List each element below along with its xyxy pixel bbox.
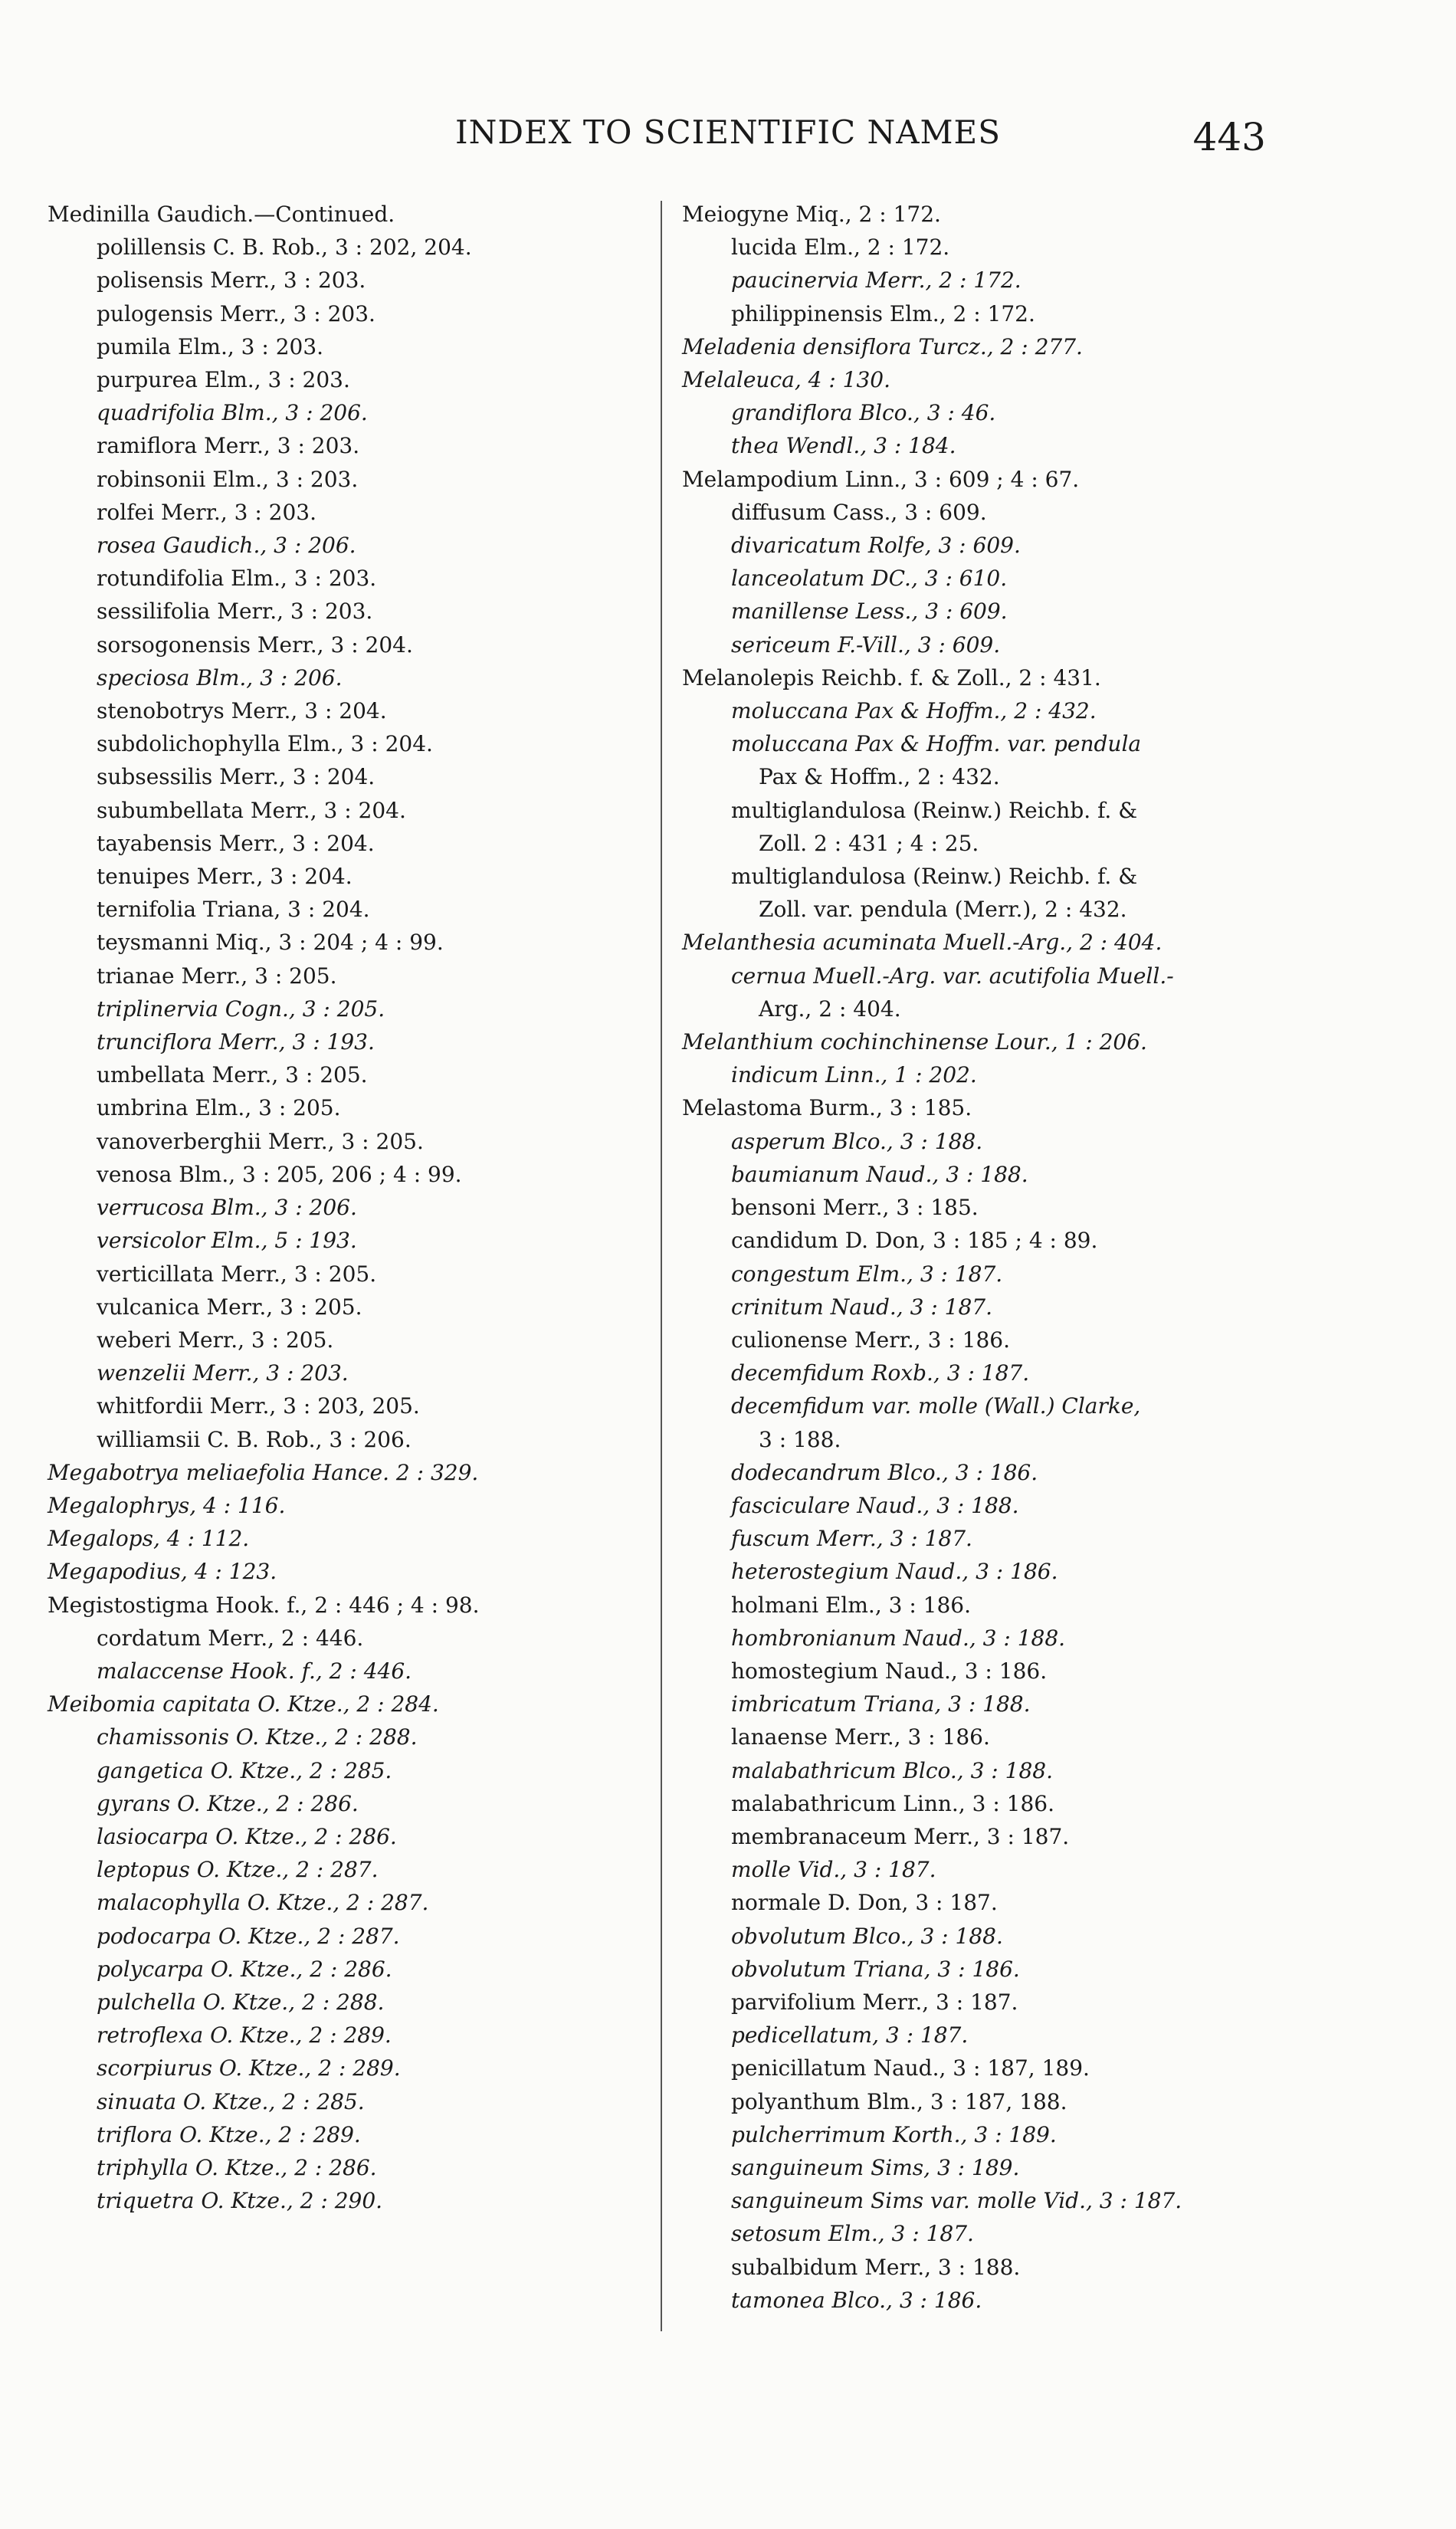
index-subentry: imbricatum Triana, 3 : 188. xyxy=(731,1691,1031,1717)
index-subentry: umbellata Merr., 3 : 205. xyxy=(97,1062,368,1088)
index-subentry: malaccense Hook. f., 2 : 446. xyxy=(97,1658,412,1684)
index-entry: Meladenia densiflora Turcz., 2 : 277. xyxy=(682,333,1083,359)
index-subentry: moluccana Pax & Hoffm. var. pendula xyxy=(731,731,1142,757)
index-subentry: podocarpa O. Ktze., 2 : 287. xyxy=(97,1923,400,1949)
index-subentry: subdolichophylla Elm., 3 : 204. xyxy=(97,731,433,757)
index-subentry: malabathricum Linn., 3 : 186. xyxy=(731,1790,1055,1816)
index-subentry: versicolor Elm., 5 : 193. xyxy=(97,1228,357,1254)
index-subentry: paucinervia Merr., 2 : 172. xyxy=(731,267,1021,294)
index-entry: Melanthium cochinchinense Lour., 1 : 206. xyxy=(682,1029,1147,1055)
index-subentry: pulogensis Merr., 3 : 203. xyxy=(97,300,375,326)
index-entry: Melanthesia acuminata Muell.-Arg., 2 : 404. xyxy=(682,930,1163,956)
index-subentry: molle Vid., 3 : 187. xyxy=(731,1857,936,1883)
index-subentry: chamissonis O. Ktze., 2 : 288. xyxy=(97,1724,418,1750)
index-subentry: cernua Muell.-Arg. var. acutifolia Muell.- xyxy=(731,963,1174,989)
index-subentry: thea Wendl., 3 : 184. xyxy=(731,433,956,459)
index-subentry: baumianum Naud., 3 : 188. xyxy=(731,1161,1028,1187)
index-subentry: triphylla O. Ktze., 2 : 286. xyxy=(97,2154,377,2180)
index-subentry: triflora O. Ktze., 2 : 289. xyxy=(97,2121,361,2147)
index-subentry: teysmanni Miq., 3 : 204 ; 4 : 99. xyxy=(97,930,444,956)
index-subentry: philippinensis Elm., 2 : 172. xyxy=(731,300,1035,326)
index-entry: Melampodium Linn., 3 : 609 ; 4 : 67. xyxy=(682,466,1080,492)
index-entry: Medinilla Gaudich.—Continued. xyxy=(48,202,395,227)
index-subentry: polillensis C. B. Rob., 3 : 202, 204. xyxy=(97,235,472,261)
index-subentry: sericeum F.-Vill., 3 : 609. xyxy=(731,631,1001,658)
index-subentry: obvolutum Triana, 3 : 186. xyxy=(731,1956,1020,1982)
index-subentry: polisensis Merr., 3 : 203. xyxy=(97,267,366,294)
index-subentry: tenuipes Merr., 3 : 204. xyxy=(97,864,353,890)
index-subentry: pedicellatum, 3 : 187. xyxy=(731,2022,969,2048)
index-subentry: purpurea Elm., 3 : 203. xyxy=(97,367,350,393)
index-entry: Melaleuca, 4 : 130. xyxy=(682,367,891,393)
index-subentry: lucida Elm., 2 : 172. xyxy=(731,235,950,261)
index-entry: Megalophrys, 4 : 116. xyxy=(48,1492,286,1518)
index-entry: Megabotrya meliaefolia Hance. 2 : 329. xyxy=(48,1459,479,1485)
index-subentry: sorsogonensis Merr., 3 : 204. xyxy=(97,631,413,658)
index-column-left xyxy=(48,198,653,2217)
index-subentry: grandiflora Blco., 3 : 46. xyxy=(731,400,996,426)
index-subentry: leptopus O. Ktze., 2 : 287. xyxy=(97,1857,379,1883)
index-subentry: culionense Merr., 3 : 186. xyxy=(731,1327,1010,1353)
index-subentry: moluccana Pax & Hoffm., 2 : 432. xyxy=(731,698,1097,724)
index-subentry: subalbidum Merr., 3 : 188. xyxy=(731,2254,1021,2280)
index-subentry: Zoll. var. pendula (Merr.), 2 : 432. xyxy=(759,897,1127,923)
index-subentry: verrucosa Blm., 3 : 206. xyxy=(97,1195,357,1221)
index-subentry: decemfidum Roxb., 3 : 187. xyxy=(731,1360,1030,1386)
index-subentry: penicillatum Naud., 3 : 187, 189. xyxy=(731,2055,1090,2081)
index-subentry: subumbellata Merr., 3 : 204. xyxy=(97,797,406,823)
index-subentry: sanguineum Sims, 3 : 189. xyxy=(731,2154,1020,2180)
index-column-right xyxy=(682,198,1280,2317)
index-subentry: bensoni Merr., 3 : 185. xyxy=(731,1195,979,1221)
index-subentry: dodecandrum Blco., 3 : 186. xyxy=(731,1459,1038,1485)
index-subentry: asperum Blco., 3 : 188. xyxy=(731,1128,983,1154)
index-subentry: 3 : 188. xyxy=(759,1426,841,1452)
index-subentry: trunciflora Merr., 3 : 193. xyxy=(97,1029,375,1055)
index-subentry: manillense Less., 3 : 609. xyxy=(731,599,1008,625)
index-subentry: malabathricum Blco., 3 : 188. xyxy=(731,1757,1053,1783)
index-subentry: setosum Elm., 3 : 187. xyxy=(731,2221,974,2247)
index-subentry: scorpiurus O. Ktze., 2 : 289. xyxy=(97,2055,401,2081)
index-subentry: hombronianum Naud., 3 : 188. xyxy=(731,1625,1066,1651)
index-subentry: speciosa Blm., 3 : 206. xyxy=(97,664,343,690)
index-subentry: retroflexa O. Ktze., 2 : 289. xyxy=(97,2022,392,2048)
index-subentry: crinitum Naud., 3 : 187. xyxy=(731,1294,992,1320)
index-subentry: quadrifolia Blm., 3 : 206. xyxy=(97,400,368,426)
index-subentry: umbrina Elm., 3 : 205. xyxy=(97,1095,341,1121)
index-subentry: homostegium Naud., 3 : 186. xyxy=(731,1658,1048,1684)
index-subentry: divaricatum Rolfe, 3 : 609. xyxy=(731,533,1021,559)
page-number: 443 xyxy=(1192,115,1266,159)
index-subentry: sanguineum Sims var. molle Vid., 3 : 187. xyxy=(731,2188,1182,2214)
index-subentry: congestum Elm., 3 : 187. xyxy=(731,1261,1003,1287)
index-subentry: tayabensis Merr., 3 : 204. xyxy=(97,830,375,856)
index-subentry: rosea Gaudich., 3 : 206. xyxy=(97,533,356,559)
index-subentry: lanaense Merr., 3 : 186. xyxy=(731,1724,990,1750)
index-subentry: decemfidum var. molle (Wall.) Clarke, xyxy=(731,1393,1141,1419)
index-subentry: triplinervia Cogn., 3 : 205. xyxy=(97,996,385,1022)
index-subentry: obvolutum Blco., 3 : 188. xyxy=(731,1923,1003,1949)
index-subentry: williamsii C. B. Rob., 3 : 206. xyxy=(97,1426,412,1452)
index-entry: Melastoma Burm., 3 : 185. xyxy=(682,1095,972,1121)
index-subentry: vanoverberghii Merr., 3 : 205. xyxy=(97,1128,424,1154)
index-subentry: fuscum Merr., 3 : 187. xyxy=(731,1526,972,1552)
index-entry: Megistostigma Hook. f., 2 : 446 ; 4 : 98. xyxy=(48,1592,480,1618)
index-subentry: candidum D. Don, 3 : 185 ; 4 : 89. xyxy=(731,1228,1098,1254)
page-title: INDEX TO SCIENTIFIC NAMES xyxy=(455,113,1001,151)
index-subentry: gangetica O. Ktze., 2 : 285. xyxy=(97,1757,392,1783)
index-subentry: vulcanica Merr., 3 : 205. xyxy=(97,1294,362,1320)
index-subentry: weberi Merr., 3 : 205. xyxy=(97,1327,334,1353)
index-subentry: diffusum Cass., 3 : 609. xyxy=(731,499,987,525)
index-entry: Meiogyne Miq., 2 : 172. xyxy=(682,202,941,227)
index-subentry: sessilifolia Merr., 3 : 203. xyxy=(97,599,373,625)
index-subentry: pulchella O. Ktze., 2 : 288. xyxy=(97,1989,385,2015)
index-subentry: fasciculare Naud., 3 : 188. xyxy=(731,1492,1019,1518)
index-entry: Megapodius, 4 : 123. xyxy=(48,1559,277,1585)
index-subentry: trianae Merr., 3 : 205. xyxy=(97,963,337,989)
index-subentry: verticillata Merr., 3 : 205. xyxy=(97,1261,377,1287)
index-subentry: tamonea Blco., 3 : 186. xyxy=(731,2287,982,2313)
index-subentry: lanceolatum DC., 3 : 610. xyxy=(731,566,1008,592)
index-subentry: heterostegium Naud., 3 : 186. xyxy=(731,1559,1058,1585)
index-subentry: holmani Elm., 3 : 186. xyxy=(731,1592,972,1618)
index-subentry: ternifolia Triana, 3 : 204. xyxy=(97,897,370,923)
index-entry: Melanolepis Reichb. f. & Zoll., 2 : 431. xyxy=(682,664,1101,690)
index-entry: Megalops, 4 : 112. xyxy=(48,1526,250,1552)
index-subentry: parvifolium Merr., 3 : 187. xyxy=(731,1989,1018,2015)
index-subentry: Zoll. 2 : 431 ; 4 : 25. xyxy=(759,830,979,856)
index-subentry: wenzelii Merr., 3 : 203. xyxy=(97,1360,349,1386)
index-subentry: rolfei Merr., 3 : 203. xyxy=(97,499,317,525)
index-subentry: membranaceum Merr., 3 : 187. xyxy=(731,1823,1070,1849)
index-subentry: multiglandulosa (Reinw.) Reichb. f. & xyxy=(731,864,1138,890)
index-subentry: Pax & Hoffm., 2 : 432. xyxy=(759,764,1000,790)
index-subentry: triquetra O. Ktze., 2 : 290. xyxy=(97,2188,383,2214)
index-subentry: rotundifolia Elm., 3 : 203. xyxy=(97,566,377,592)
index-subentry: lasiocarpa O. Ktze., 2 : 286. xyxy=(97,1823,397,1849)
index-subentry: normale D. Don, 3 : 187. xyxy=(731,1890,998,1916)
index-subentry: ramiflora Merr., 3 : 203. xyxy=(97,433,360,459)
index-subentry: polyanthum Blm., 3 : 187, 188. xyxy=(731,2088,1067,2114)
index-subentry: gyrans O. Ktze., 2 : 286. xyxy=(97,1790,359,1816)
index-subentry: subsessilis Merr., 3 : 204. xyxy=(97,764,375,790)
index-subentry: pulcherrimum Korth., 3 : 189. xyxy=(731,2121,1057,2147)
index-subentry: malacophylla O. Ktze., 2 : 287. xyxy=(97,1890,429,1916)
column-divider xyxy=(661,201,662,2331)
index-subentry: whitfordii Merr., 3 : 203, 205. xyxy=(97,1393,420,1419)
index-subentry: stenobotrys Merr., 3 : 204. xyxy=(97,698,387,724)
index-subentry: multiglandulosa (Reinw.) Reichb. f. & xyxy=(731,797,1138,823)
index-subentry: pumila Elm., 3 : 203. xyxy=(97,333,324,359)
index-subentry: Arg., 2 : 404. xyxy=(759,996,901,1022)
index-subentry: robinsonii Elm., 3 : 203. xyxy=(97,466,359,492)
index-subentry: indicum Linn., 1 : 202. xyxy=(731,1062,977,1088)
index-subentry: sinuata O. Ktze., 2 : 285. xyxy=(97,2088,365,2114)
index-entry: Meibomia capitata O. Ktze., 2 : 284. xyxy=(48,1691,439,1717)
index-subentry: venosa Blm., 3 : 205, 206 ; 4 : 99. xyxy=(97,1161,462,1187)
index-subentry: polycarpa O. Ktze., 2 : 286. xyxy=(97,1956,392,1982)
index-subentry: cordatum Merr., 2 : 446. xyxy=(97,1625,364,1651)
